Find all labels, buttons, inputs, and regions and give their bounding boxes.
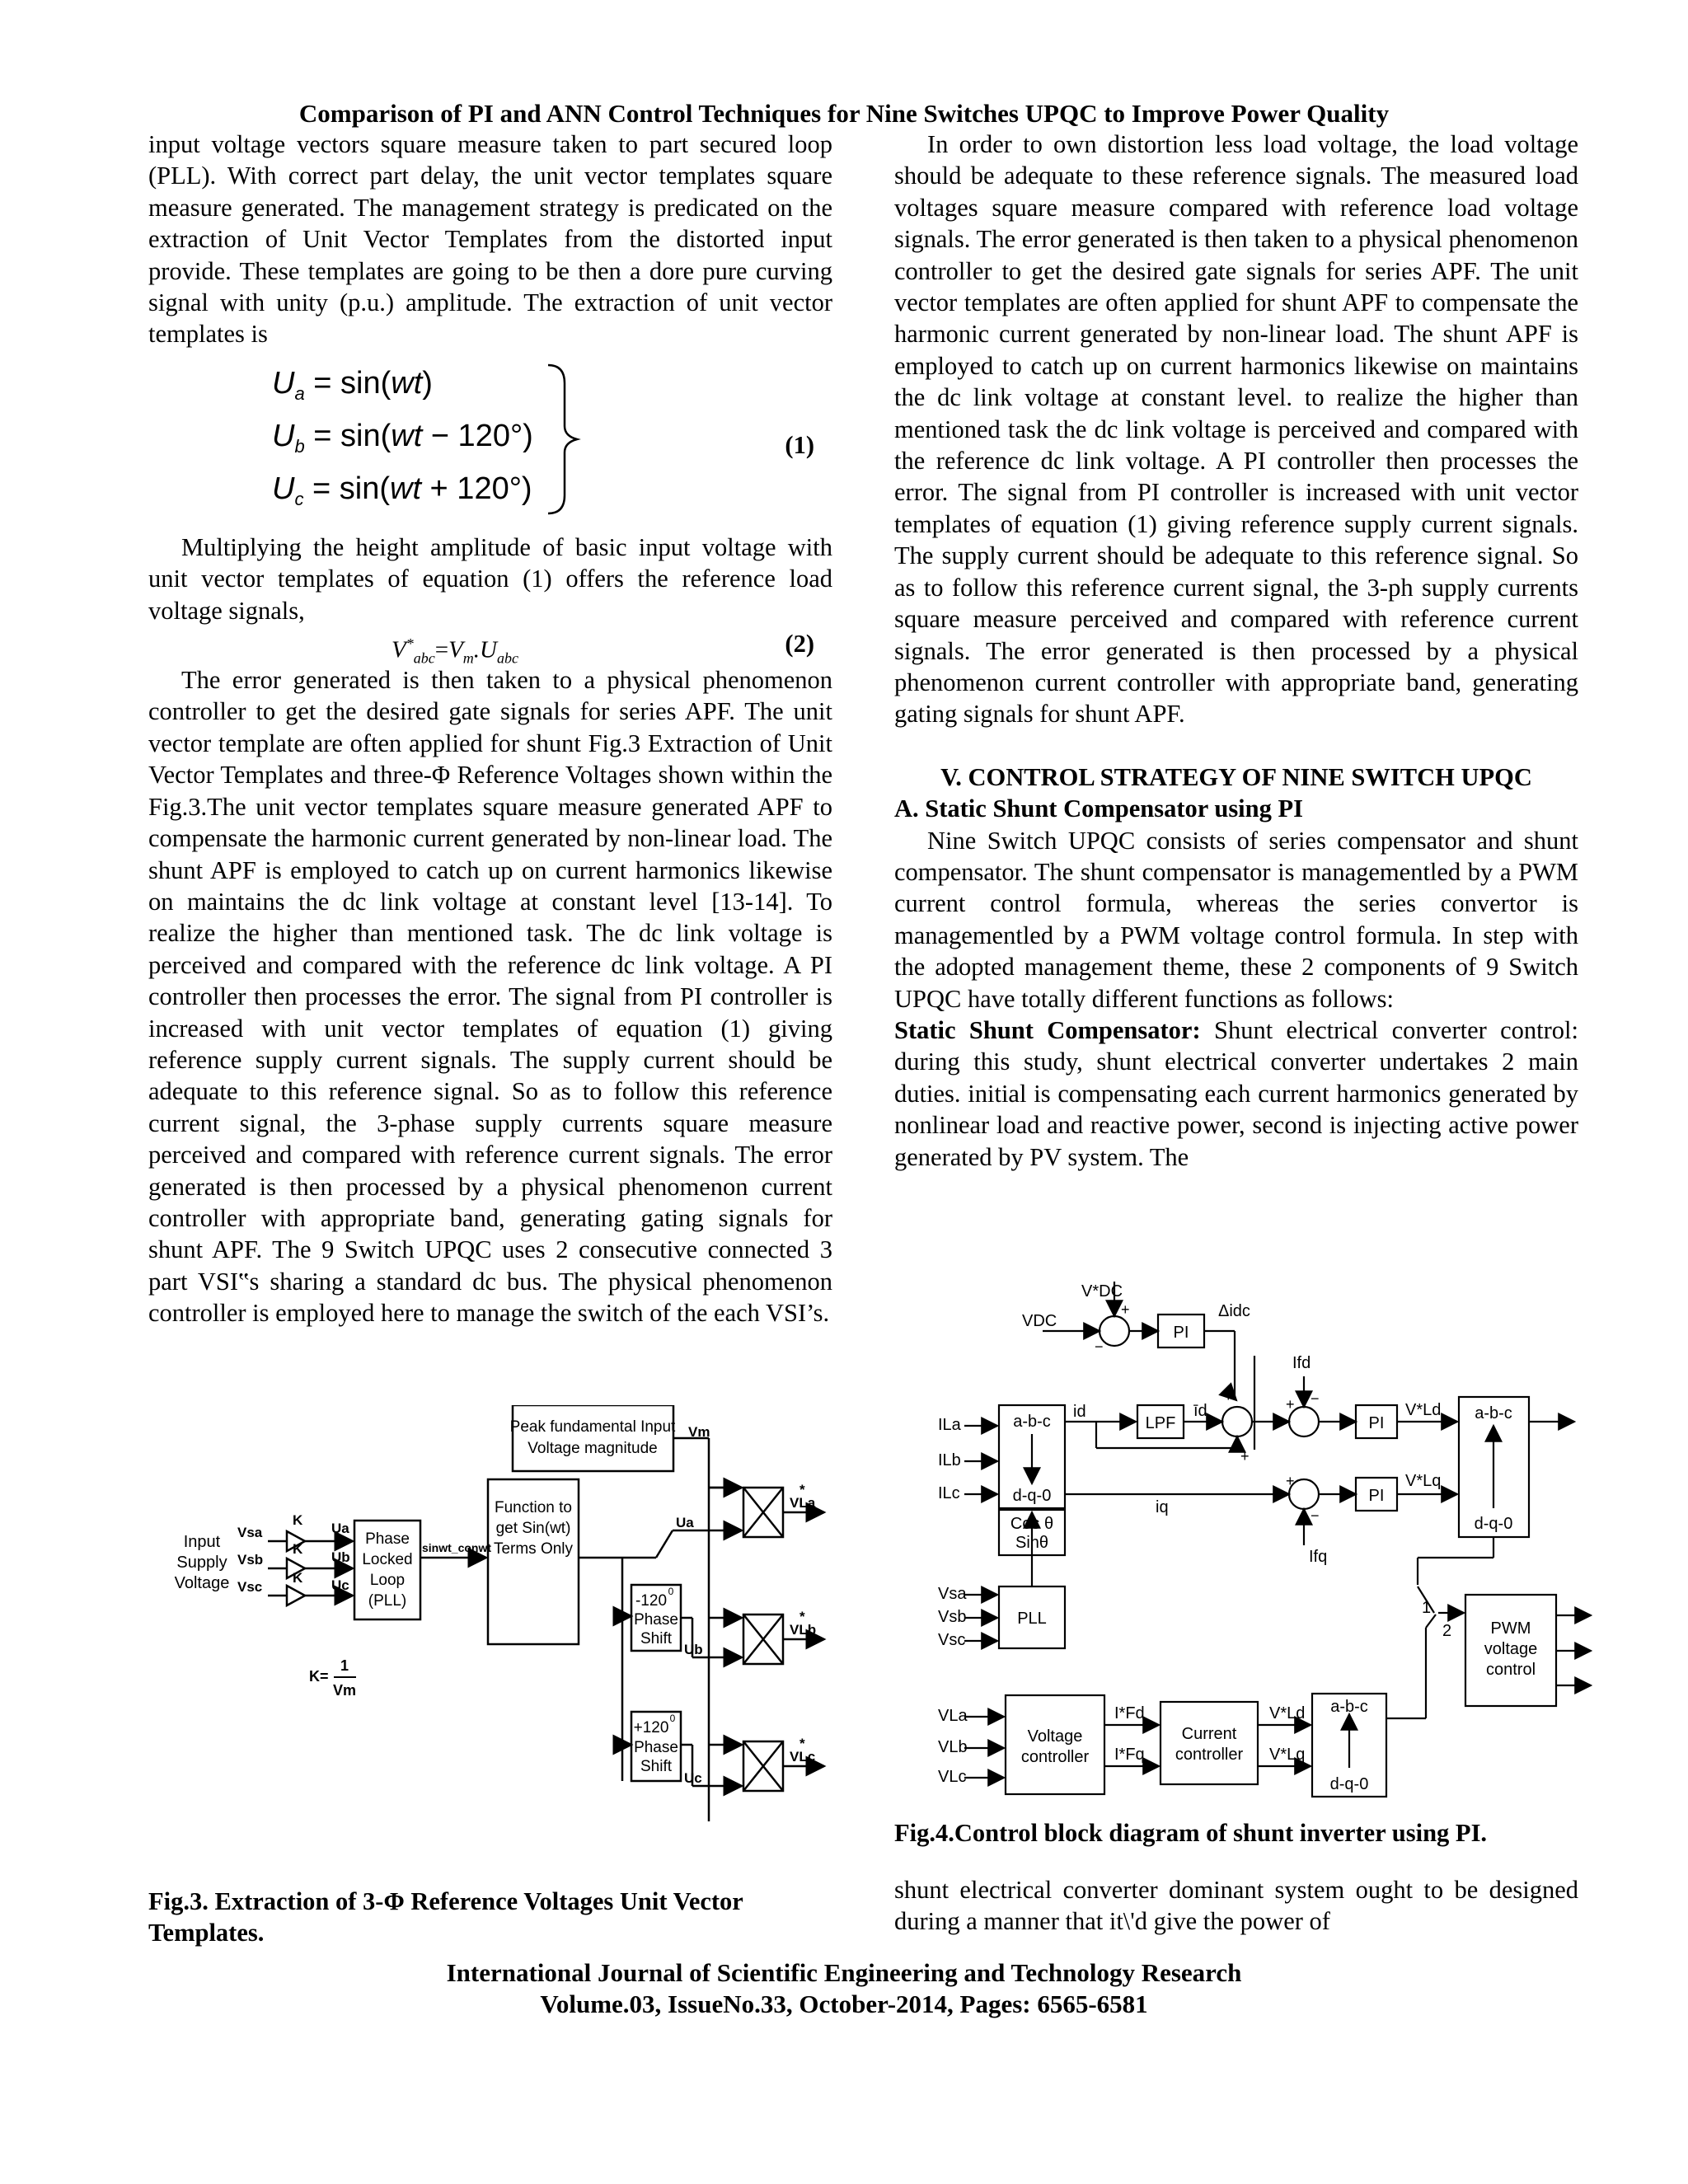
pll-text: Locked — [362, 1551, 413, 1568]
block-text: a-b-c — [1330, 1698, 1368, 1716]
equation-2-expression: $V^*_{abc}=V_m.U_{abc}$ — [392, 635, 518, 667]
il-label: ILa — [938, 1416, 961, 1434]
star-label: * — [799, 1609, 805, 1624]
section-heading: V. CONTROL STRATEGY OF NINE SWITCH UPQC — [940, 762, 1532, 791]
function-text: Function to — [495, 1499, 572, 1516]
id-label: id — [1073, 1403, 1086, 1421]
block-text: d-q-0 — [1474, 1515, 1513, 1533]
paragraph: Nine Switch UPQC consists of series compensator and shunt compensator. The shunt compensator is managementled by a PWM current control formula, whereas the series convertor is managementled by a PWM voltage control formula. In step with the adopted management theme, these 2 components of 9 Switch UPQC have totally different functions as follows: — [894, 826, 1578, 1013]
block-text: Sinθ — [1015, 1534, 1049, 1552]
subsection-heading: A. Static Shunt Compensator using PI — [894, 794, 1303, 823]
sign-label: + — [1286, 1396, 1295, 1413]
shift-text: Shift — [640, 1758, 673, 1775]
block-text: Voltage — [1027, 1727, 1083, 1746]
ifq-label: Ifq — [1309, 1548, 1328, 1566]
block-text: control — [1485, 1661, 1536, 1679]
gain-label: K — [293, 1541, 303, 1557]
summing-junction — [1100, 1316, 1129, 1346]
gain-triangle — [287, 1586, 305, 1605]
vl-out-label: VLb — [790, 1622, 817, 1638]
figure-3-diagram — [165, 1405, 841, 1875]
sign-label: − — [1095, 1338, 1104, 1355]
vs-label: Vsa — [938, 1585, 967, 1603]
vin-label: Vsb — [237, 1552, 264, 1568]
vdc-ref-label: V*DC — [1081, 1282, 1123, 1301]
gain-label: K — [293, 1570, 303, 1586]
figure-4-caption: Fig.4.Control block diagram of shunt inverter using PI. — [894, 1819, 1488, 1847]
equation-line-a: $U_a = \sin(wt)$ — [272, 365, 433, 404]
equation-number: (2) — [785, 630, 814, 658]
equation-1-graphic — [148, 350, 832, 532]
iq-label: iq — [1156, 1498, 1169, 1516]
paragraph: input voltage vectors square measure taken to part secured loop (PLL). With correct part delay, the unit vector templates square measure generated. The management strategy is predicated on the extraction of Unit Vector Templates from the distorted input provide. These templates are going to be then a dore pure curving signal with unity (p.u.) amplitude. The extraction of unit vector templates is — [148, 130, 832, 349]
function-text: Terms Only — [493, 1540, 574, 1558]
pll-text: (PLL) — [368, 1592, 407, 1610]
u-label: Ua — [331, 1521, 349, 1536]
figure-3-caption: Fig.3. Extraction of 3-Φ Reference Voltages Unit Vector Templates. — [148, 1887, 743, 1947]
right-brace — [548, 365, 577, 513]
block-text: Current — [1181, 1725, 1237, 1743]
summing-junction — [1222, 1407, 1252, 1436]
vdc-label: VDC — [1022, 1312, 1057, 1330]
sign-label: + — [1121, 1301, 1130, 1318]
vm-label: Vm — [688, 1424, 710, 1440]
svg-text:K=: K= — [309, 1668, 329, 1685]
u-label: Ub — [331, 1549, 350, 1565]
u-out-label: Ua — [676, 1515, 694, 1530]
pi-label: PI — [1173, 1324, 1189, 1342]
block-text: PLL — [1017, 1610, 1047, 1628]
vin-label: Vsa — [237, 1525, 263, 1540]
block-text: d-q-0 — [1329, 1775, 1369, 1793]
sign-label: − — [1311, 1390, 1320, 1407]
svg-text:1: 1 — [340, 1657, 349, 1674]
il-label: ILc — [938, 1484, 960, 1502]
paragraph: shunt electrical converter dominant system ought to be designed during a manner that it\'d give the power of — [894, 1876, 1578, 1936]
svg-text:Vm: Vm — [332, 1682, 357, 1699]
equation-line-b: $U_b = \sin(wt - 120^\circ)$ — [272, 418, 533, 457]
il-label: ILb — [938, 1451, 961, 1469]
ifq-ref-label: I*Fq — [1114, 1746, 1145, 1764]
volume-info: Volume.03, IssueNo.33, October-2014, Pages: 6565-6581 — [540, 1990, 1148, 2018]
vl-out-label: VLa — [790, 1495, 816, 1511]
equation-line-c: $U_c = \sin(wt + 120^\circ)$ — [272, 471, 532, 509]
ifd-ref-label: I*Fd — [1114, 1704, 1145, 1722]
running-header: Comparison of PI and ANN Control Techniques for Nine Switches UPQC to Improve Power Quality — [298, 99, 1390, 128]
shift-degree: 0 — [668, 1586, 674, 1597]
equation-number: (1) — [785, 430, 814, 459]
block-text: PWM — [1490, 1619, 1531, 1638]
k-formula — [309, 1657, 356, 1699]
right-column-continuation — [894, 1874, 1578, 1938]
vld-label: V*Ld — [1269, 1704, 1306, 1722]
vs-label: Vsb — [938, 1608, 967, 1626]
input-label: Input — [183, 1533, 221, 1551]
peak-text: Voltage magnitude — [528, 1440, 658, 1457]
shift-text: Phase — [634, 1611, 678, 1629]
sign-label: − — [1311, 1507, 1320, 1524]
shift-text: -120 — [635, 1592, 668, 1610]
equation-1 — [148, 350, 832, 532]
paragraph: Multiplying the height amplitude of basic input voltage with unit vector templates of equation (1) offers the reference load voltage signals, — [148, 532, 832, 625]
paragraph: Static Shunt Compensator: Shunt electrical converter control: during this study, shunt electrical converter undertakes 2 main duties. initial is compensating each current harmonics generated by nonlinear load and reactive power, second is injecting active power generated by PV system. The — [894, 1015, 1578, 1171]
current-controller-block — [1160, 1702, 1258, 1784]
switch-label: 1 — [1422, 1599, 1432, 1617]
u-out-label: Uc — [684, 1770, 702, 1786]
u-label: Uc — [331, 1577, 349, 1593]
vl-label: VLa — [938, 1707, 968, 1725]
vlq-label: V*Lq — [1405, 1472, 1442, 1490]
sign-label: + — [1240, 1448, 1250, 1465]
star-label: * — [799, 1482, 805, 1497]
left-column — [148, 129, 832, 1329]
shift-text: +120 — [633, 1719, 669, 1736]
star-label: * — [799, 1736, 805, 1751]
block-text: d-q-0 — [1012, 1487, 1052, 1505]
vin-label: Vsc — [237, 1579, 263, 1595]
vl-label: VLb — [938, 1738, 968, 1756]
pll-text: Loop — [369, 1572, 406, 1589]
pi-label: PI — [1368, 1487, 1385, 1505]
vlq-label: V*Lq — [1269, 1746, 1306, 1764]
equation-2 — [148, 626, 832, 667]
pi-label: PI — [1368, 1414, 1385, 1432]
pll-text: Phase — [365, 1530, 410, 1548]
peak-block — [513, 1405, 673, 1471]
vl-out-label: VLc — [790, 1749, 816, 1765]
peak-text: Peak fundamental Input — [509, 1418, 676, 1436]
u-out-label: Ub — [684, 1642, 703, 1657]
block-text: controller — [1175, 1746, 1244, 1764]
block-text: controller — [1020, 1748, 1090, 1766]
switch-label: 2 — [1442, 1622, 1452, 1640]
input-label: Supply — [176, 1554, 227, 1572]
sinwt-label: sinwt_conwt — [422, 1541, 492, 1554]
sign-label: + — [1224, 1388, 1233, 1404]
input-label: Voltage — [174, 1574, 230, 1592]
function-text: get Sin(wt) — [495, 1520, 571, 1537]
vs-label: Vsc — [938, 1631, 966, 1649]
delta-i-label: Δidc — [1218, 1302, 1250, 1320]
ifd-label: Ifd — [1292, 1354, 1311, 1372]
sign-label: + — [1286, 1473, 1295, 1489]
block-text: a-b-c — [1475, 1404, 1512, 1422]
paragraph: In order to own distortion less load voltage, the load voltage should be adequate to these reference signals. The measured load voltages square measure compared with reference load voltage signals. The error generated is then taken to a physical phenomenon controller to get the desired gate signals for series APF. The unit vector templates are often applied for shunt APF to compensate the harmonic current generated by non-linear load. The shunt APF is employed to catch up on current harmonics likewise on maintains the dc link voltage at constant level. to realize the higher than mentioned task the dc link voltage is perceived and compared with the reference dc link voltage. A PI controller then processes the error. The signal from PI controller is increased with unit vector templates of equation (1) giving reference supply current signals. The supply current should be adequate to this reference signal. So as to follow this reference current signal, the 3-ph supply currents square measure perceived and compared with reference current signals. The error generated is then processed by a physical phenomenon current controller with appropriate band, generating gating signals for shunt APF. — [894, 130, 1578, 729]
block-text: Cos θ — [1010, 1515, 1054, 1533]
shift-degree: 0 — [669, 1713, 676, 1724]
block-text: a-b-c — [1013, 1413, 1051, 1431]
lpf-label: LPF — [1145, 1414, 1176, 1432]
gain-label: K — [293, 1512, 303, 1528]
vl-label: VLc — [938, 1768, 967, 1786]
id-bar-label: īd — [1193, 1402, 1207, 1420]
shift-text: Phase — [634, 1739, 678, 1756]
footer — [0, 1957, 1688, 2020]
right-column — [894, 129, 1578, 1173]
figure-4-diagram — [898, 1273, 1599, 1805]
shift-text: Shift — [640, 1630, 673, 1647]
journal-name: International Journal of Scientific Engineering and Technology Research — [446, 1958, 1242, 1987]
paragraph: The error generated is then taken to a physical phenomenon controller to get the desired gate signals for series APF. The unit vector template are often applied for shunt Fig.3 Extraction of Unit Vector Templates and three-Φ Reference Voltages shown within the Fig.3.The unit vector templates square measure generated APF to compensate the harmonic current generated by non-linear load. The shunt APF is employed to catch up on current harmonics likewise on maintains the dc link voltage at constant level [13-14]. To realize the higher than mentioned task. The dc link voltage is perceived and compared with the reference dc link voltage. A PI controller then processes the error. The signal from PI controller is increased with unit vector templates of equation (1) giving reference supply current signals. The supply current should be adequate to this reference signal. So as to follow this reference current signal, the 3-phase supply currents square measure perceived and compared with reference current signals. The error generated is then processed by a physical phenomenon current controller with appropriate band, generating gating signals for shunt APF. The 9 Switch UPQC uses 2 consecutive connected 3 part VSI‟s sharing a standard dc bus. The physical phenomenon controller is employed here to manage the switch of the each VSI’s. — [148, 666, 832, 1328]
run-in-heading: Static Shunt Compensator: — [894, 1015, 1201, 1044]
block-text: voltage — [1484, 1640, 1538, 1658]
vld-label: V*Ld — [1405, 1401, 1442, 1419]
